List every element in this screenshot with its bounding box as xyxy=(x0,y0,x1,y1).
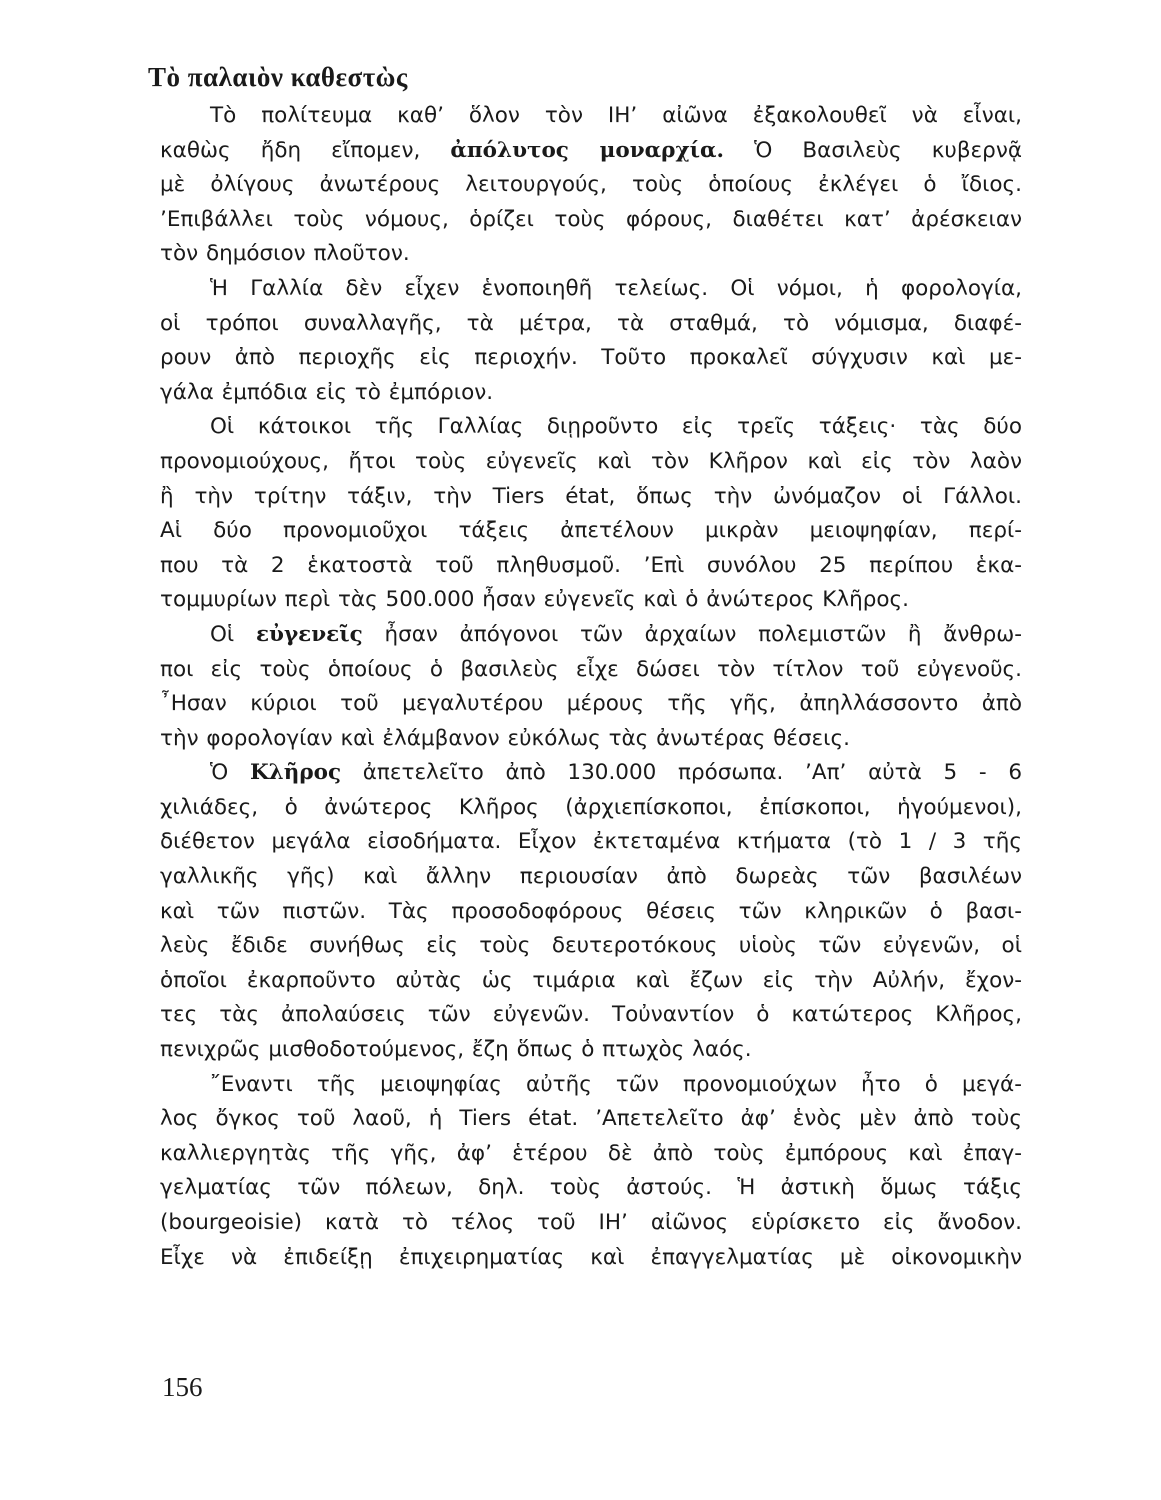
text-line: Αἱ δύο προνομιοῦχοι τάξεις ἀπετέλουν μικρὰν μειοψηφίαν, περί- xyxy=(160,518,1022,544)
text-line: διέθετον μεγάλα εἰσοδήματα. Εἶχον ἐκτεταμένα κτήματα (τὸ 1 / 3 τῆς xyxy=(160,829,1022,855)
text-line: γελματίας τῶν πόλεων, δηλ. τοὺς ἀστούς. Ἡ ἀστικὴ ὅμως τάξις xyxy=(160,1175,1022,1201)
text-line: (bourgeoisie) κατὰ τὸ τέλος τοῦ ΙΗ’ αἰῶνος εὑρίσκετο εἰς ἄνοδον. xyxy=(160,1210,1022,1235)
text-line: Εἶχε νὰ ἐπιδείξῃ ἐπιχειρηματίας καὶ ἐπαγγελματίας μὲ οἰκονομικὴν xyxy=(160,1244,1022,1270)
text-line: τὴν φορολογίαν καὶ ἐλάμβανον εὐκόλως τὰς ἀνωτέρας θέσεις. xyxy=(160,725,850,751)
text-line: τὸν δημόσιον πλοῦτον. xyxy=(160,241,410,267)
paragraph xyxy=(160,99,1022,272)
emphasized-term: Κλῆρος xyxy=(249,760,342,786)
section-heading: Τὸ παλαιὸν καθεστὼς xyxy=(148,62,408,92)
text-line: πενιχρῶς μισθοδοτούμενος, ἔζη ὅπως ὁ πτωχὸς λαός. xyxy=(160,1037,752,1063)
text-line: καὶ τῶν πιστῶν. Τὰς προσοδοφόρους θέσεις τῶν κληρικῶν ὁ βασι- xyxy=(160,898,1022,924)
text-line: μὲ ὀλίγους ἀνωτέρους λειτουργούς, τοὺς ὁποίους ἐκλέγει ὁ ἴδιος. xyxy=(160,172,1022,198)
text-line: προνομιούχους, ἤτοι τοὺς εὐγενεῖς καὶ τὸν Κλῆρον καὶ εἰς τὸν λαὸν xyxy=(160,448,1022,474)
text-line: ῏Ησαν κύριοι τοῦ μεγαλυτέρου μέρους τῆς γῆς, ἀπηλλάσσοντο ἀπὸ xyxy=(160,691,1022,717)
text-line: ὁποῖοι ἐκαρποῦντο αὐτὰς ὡς τιμάρια καὶ ἔζων εἰς τὴν Αὐλήν, ἔχον- xyxy=(160,967,1022,993)
paragraph xyxy=(160,272,1022,410)
text-line: τομμυρίων περὶ τὰς 500.000 ἦσαν εὐγενεῖς καὶ ὁ ἀνώτερος Κλῆρος. xyxy=(160,587,909,613)
page-number: 156 xyxy=(162,1372,203,1402)
text-line: τες τὰς ἀπολαύσεις τῶν εὐγενῶν. Τοὐναντίον ὁ κατώτερος Κλῆρος, xyxy=(160,1002,1022,1028)
text-line: λεὺς ἔδιδε συνήθως εἰς τοὺς δευτεροτόκους υἱοὺς τῶν εὐγενῶν, οἱ xyxy=(160,933,1022,959)
text-line: ρουν ἀπὸ περιοχῆς εἰς περιοχήν. Τοῦτο προκαλεῖ σύγχυσιν καὶ με- xyxy=(160,345,1022,371)
text-line: οἱ τρόποι συναλλαγῆς, τὰ μέτρα, τὰ σταθμά, τὸ νόμισμα, διαφέ- xyxy=(160,310,1022,336)
text-line: Ὁ Κλῆρος ἀπετελεῖτο ἀπὸ 130.000 πρόσωπα. ’Απ’ αὐτὰ 5 - 6 xyxy=(210,760,1022,786)
text-line: Τὸ πολίτευμα καθ’ ὅλον τὸν ΙΗ’ αἰῶνα ἐξακολουθεῖ νὰ εἶναι, xyxy=(210,103,1022,128)
text-line: χιλιάδες, ὁ ἀνώτερος Κλῆρος (ἀρχιεπίσκοποι, ἐπίσκοποι, ἡγούμενοι), xyxy=(160,794,1022,820)
paragraph xyxy=(160,756,1022,1067)
emphasized-term: εὐγενεῖς xyxy=(255,621,363,647)
paragraph xyxy=(160,1068,1022,1276)
text-line: Ἡ Γαλλία δὲν εἶχεν ἑνοποιηθῆ τελείως. Οἱ νόμοι, ἡ φορολογία, xyxy=(210,275,1022,301)
paragraph xyxy=(160,618,1022,756)
text-line: ποι εἰς τοὺς ὁποίους ὁ βασιλεὺς εἶχε δώσει τὸν τίτλον τοῦ εὐγενοῦς. xyxy=(160,656,1022,682)
text-line: που τὰ 2 ἑκατοστὰ τοῦ πληθυσμοῦ. ’Επὶ συνόλου 25 περίπου ἑκα- xyxy=(160,552,1022,578)
text-line: γάλα ἐμπόδια εἰς τὸ ἐμπόριον. xyxy=(160,379,494,405)
text-line: Οἱ εὐγενεῖς ἦσαν ἀπόγονοι τῶν ἀρχαίων πολεμιστῶν ἢ ἄνθρω- xyxy=(210,621,1022,647)
page-content xyxy=(148,62,1023,1275)
body-text xyxy=(160,99,1022,1275)
text-line: Οἱ κάτοικοι τῆς Γαλλίας διῃροῦντο εἰς τρεῖς τάξεις· τὰς δύο xyxy=(210,414,1022,440)
text-line: ῎Εναντι τῆς μειοψηφίας αὐτῆς τῶν προνομιούχων ἦτο ὁ μεγά- xyxy=(210,1071,1022,1097)
text-line: ’Επιβάλλει τοὺς νόμους, ὁρίζει τοὺς φόρους, διαθέτει κατ’ ἀρέσκειαν xyxy=(160,206,1022,232)
text-line: γαλλικῆς γῆς) καὶ ἄλλην περιουσίαν ἀπὸ δωρεὰς τῶν βασιλέων xyxy=(160,864,1022,890)
paragraph xyxy=(160,410,1022,618)
text-line: ἢ τὴν τρίτην τάξιν, τὴν Tiers état, ὅπως τὴν ὠνόμαζον οἱ Γάλλοι. xyxy=(160,483,1022,509)
text-line: λος ὄγκος τοῦ λαοῦ, ἡ Tiers état. ’Απετελεῖτο ἀφ’ ἑνὸς μὲν ἀπὸ τοὺς xyxy=(160,1106,1022,1132)
text-line: καλλιεργητὰς τῆς γῆς, ἀφ’ ἑτέρου δὲ ἀπὸ τοὺς ἐμπόρους καὶ ἐπαγ- xyxy=(160,1140,1022,1166)
text-line: καθὼς ἤδη εἴπομεν, ἀπόλυτος μοναρχία. Ὁ Βασιλεὺς κυβερνᾷ xyxy=(160,137,1023,163)
emphasized-term: ἀπόλυτος μοναρχία. xyxy=(450,137,725,163)
